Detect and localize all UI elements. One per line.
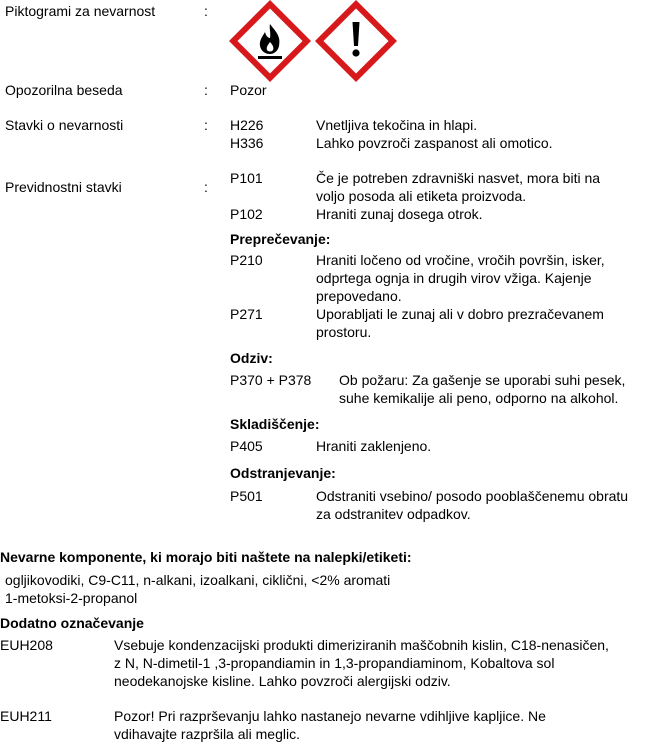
precaution-text: Odstraniti vsebino/ posodo pooblaščenemu obratu — [316, 488, 629, 504]
signal-word-label: Opozorilna beseda — [5, 82, 123, 98]
euh-text: vdihavajte razpršila ali meglic. — [114, 726, 300, 742]
response-heading: Odziv: — [230, 350, 273, 366]
exclamation-mark-icon — [315, 0, 397, 82]
precaution-code: P405 — [230, 438, 263, 454]
precaution-text: Hraniti zaklenjeno. — [316, 438, 432, 454]
euh-text: Vsebuje kondenzacijski produkti dimeriziranih maščobnih kislin, C18-nenasičen, — [114, 637, 609, 653]
signal-word-colon: : — [204, 82, 208, 98]
precaution-code: P370 + P378 — [230, 372, 312, 388]
component-item: 1-metoksi-2-propanol — [5, 590, 138, 606]
hazard-code: H226 — [230, 117, 264, 133]
precautionary-colon: : — [204, 179, 208, 195]
precaution-code: P501 — [230, 488, 263, 504]
precautionary-label: Previdnostni stavki — [5, 179, 122, 195]
pictograms-label: Piktogrami za nevarnost — [5, 3, 156, 19]
pictograms-colon: : — [204, 3, 208, 19]
euh-code: EUH208 — [0, 637, 53, 653]
euh-text: neodekanojske kisline. Lahko povzroči alergijski odziv. — [114, 673, 451, 689]
precaution-text: Če je potreben zdravniški nasvet, mora biti na — [316, 170, 601, 186]
precaution-text: voljo posoda ali etiketa proizvoda. — [316, 188, 527, 204]
hazard-text: Lahko povzroči zaspanost ali omotico. — [316, 135, 553, 151]
component-item: ogljikovodiki, C9-C11, n-alkani, izoalkani, ciklični, <2% aromati — [5, 572, 391, 588]
hazard-code: H336 — [230, 135, 264, 151]
precaution-text: suhe kemikalije ali peno, odporno na alkohol. — [339, 390, 619, 406]
precaution-text: odprtega ognja in drugih virov vžiga. Kajenje — [316, 270, 592, 286]
precaution-code: P102 — [230, 206, 263, 222]
hazard-text: Vnetljiva tekočina in hlapi. — [316, 117, 478, 133]
euh-code: EUH211 — [0, 708, 52, 724]
euh-text: Pozor! Pri razprševanju lahko nastanejo nevarne vdihljive kapljice. Ne — [114, 708, 546, 724]
euh-text: z N, N-dimetil-1 ,3-propandiamin in 1,3-propandiaminom, Kobaltova sol — [114, 655, 555, 671]
disposal-heading: Odstranjevanje: — [230, 465, 336, 481]
precaution-text: Hraniti zunaj dosega otrok. — [316, 206, 483, 222]
hazardous-components-heading: Nevarne komponente, ki morajo biti naštete na nalepki/etiketi: — [0, 549, 412, 565]
signal-word-value: Pozor — [230, 82, 267, 98]
precaution-text: Hraniti ločeno od vročine, vročih površin, isker, — [316, 252, 605, 268]
hazard-statements-label: Stavki o nevarnosti — [5, 117, 124, 133]
precaution-text: prepovedano. — [316, 288, 402, 304]
flame-icon — [229, 0, 311, 82]
prevention-heading: Preprečevanje: — [230, 231, 331, 247]
additional-labelling-heading: Dodatno označevanje — [0, 615, 144, 631]
storage-heading: Skladiščenje: — [230, 416, 320, 432]
precaution-text: prostoru. — [316, 324, 372, 340]
hazard-statements-colon: : — [204, 117, 208, 133]
precaution-text: za odstranitev odpadkov. — [316, 506, 471, 522]
precaution-text: Uporabljati le zunaj ali v dobro prezračevanem — [316, 306, 604, 322]
precaution-code: P101 — [230, 170, 263, 186]
precaution-code: P271 — [230, 306, 263, 322]
precaution-code: P210 — [230, 252, 263, 268]
precaution-text: Ob požaru: Za gašenje se uporabi suhi pesek, — [339, 372, 626, 388]
